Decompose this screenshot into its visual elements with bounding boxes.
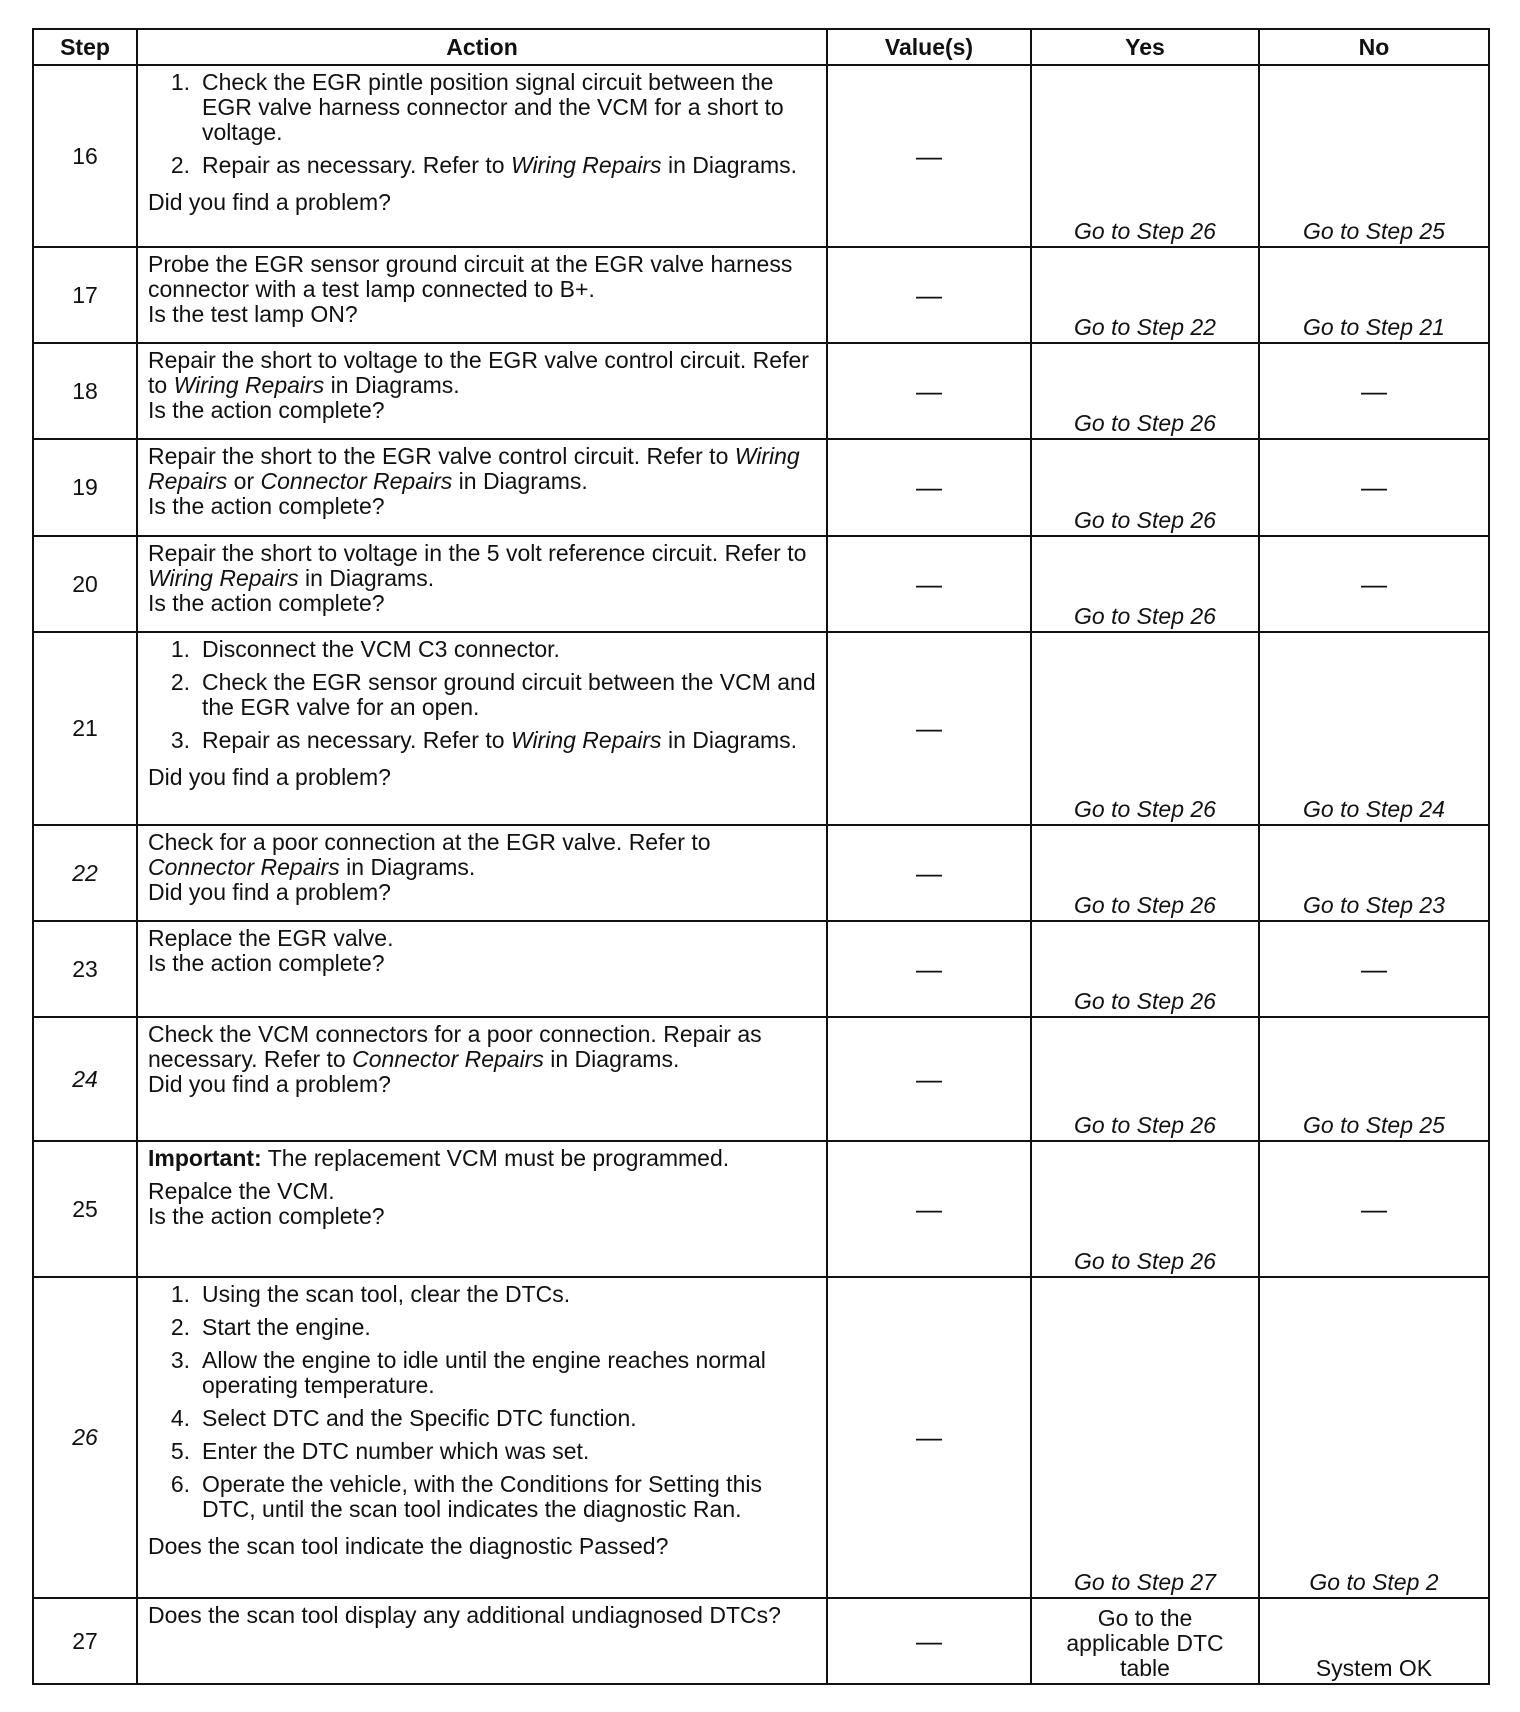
step-number: 27 bbox=[33, 1598, 137, 1684]
yes-result: Go to Step 26 bbox=[1031, 343, 1259, 439]
header-no: No bbox=[1259, 29, 1489, 65]
yes-result: Go to Step 22 bbox=[1031, 247, 1259, 343]
table-row bbox=[33, 921, 1489, 1017]
yes-result: Go to Step 26 bbox=[1031, 921, 1259, 1017]
step-number: 22 bbox=[33, 825, 137, 921]
action-question: Did you find a problem? bbox=[148, 879, 391, 905]
yes-result: Go to Step 26 bbox=[1031, 536, 1259, 632]
no-result: — bbox=[1259, 439, 1489, 536]
action-question: Is the action complete? bbox=[148, 590, 385, 616]
table-row bbox=[33, 343, 1489, 439]
header-row bbox=[33, 29, 1489, 65]
table-row bbox=[33, 536, 1489, 632]
action-question: Is the action complete? bbox=[148, 493, 385, 519]
step-number: 24 bbox=[33, 1017, 137, 1141]
no-result: Go to Step 25 bbox=[1259, 65, 1489, 247]
action-cell: Important: The replacement VCM must be programmed. Repalce the VCM. Is the action complete? bbox=[137, 1141, 827, 1277]
action-question: Did you find a problem? bbox=[148, 189, 391, 215]
header-values: Value(s) bbox=[827, 29, 1031, 65]
action-question: Is the action complete? bbox=[148, 1203, 385, 1229]
values-cell: — bbox=[827, 65, 1031, 247]
values-cell: — bbox=[827, 1141, 1031, 1277]
yes-result: Go to Step 26 bbox=[1031, 65, 1259, 247]
no-result: Go to Step 25 bbox=[1259, 1017, 1489, 1141]
no-result: Go to Step 2 bbox=[1259, 1277, 1489, 1598]
no-result: — bbox=[1259, 536, 1489, 632]
action-cell: Repair the short to the EGR valve control circuit. Refer to Wiring Repairs or Connector Repairs in Diagrams. Is the action complete? bbox=[137, 439, 827, 536]
table-row bbox=[33, 65, 1489, 247]
values-cell: — bbox=[827, 247, 1031, 343]
step-number: 21 bbox=[33, 632, 137, 825]
yes-result: Go to Step 26 bbox=[1031, 825, 1259, 921]
no-result: — bbox=[1259, 921, 1489, 1017]
yes-result: Go to Step 27 bbox=[1031, 1277, 1259, 1598]
action-question: Does the scan tool indicate the diagnostic Passed? bbox=[148, 1533, 669, 1559]
values-cell: — bbox=[827, 632, 1031, 825]
values-cell: — bbox=[827, 1017, 1031, 1141]
table-row bbox=[33, 825, 1489, 921]
no-result: Go to Step 23 bbox=[1259, 825, 1489, 921]
table-row bbox=[33, 439, 1489, 536]
values-cell: — bbox=[827, 1598, 1031, 1684]
step-number: 23 bbox=[33, 921, 137, 1017]
table-row bbox=[33, 1598, 1489, 1684]
action-cell: Replace the EGR valve. Is the action complete? bbox=[137, 921, 827, 1017]
values-cell: — bbox=[827, 825, 1031, 921]
table-row bbox=[33, 1141, 1489, 1277]
action-cell: Does the scan tool display any additional undiagnosed DTCs? bbox=[137, 1598, 827, 1684]
table-row bbox=[33, 1017, 1489, 1141]
action-question: Is the action complete? bbox=[148, 397, 385, 423]
step-number: 25 bbox=[33, 1141, 137, 1277]
yes-result: Go to Step 26 bbox=[1031, 1017, 1259, 1141]
action-question: Did you find a problem? bbox=[148, 764, 391, 790]
action-cell: Probe the EGR sensor ground circuit at the EGR valve harness connector with a test lamp connected to B+. Is the test lamp ON? bbox=[137, 247, 827, 343]
step-number: 19 bbox=[33, 439, 137, 536]
values-cell: — bbox=[827, 921, 1031, 1017]
step-number: 18 bbox=[33, 343, 137, 439]
action-cell: 1. Using the scan tool, clear the DTCs. 2. Start the engine. 3. Allow the engine to idle until the engine reaches normal operating temperature. 4. Select DTC and the Specific DTC function. 5. Enter the DTC number which was set. 6. Operate the vehicle, with the Conditions for Setting this DTC, until the scan tool indicates the diagnostic Ran. Does the scan tool indicate the diagnostic Passed? bbox=[137, 1277, 827, 1598]
table-row bbox=[33, 1277, 1489, 1598]
step-number: 17 bbox=[33, 247, 137, 343]
action-question: Is the test lamp ON? bbox=[148, 301, 358, 327]
no-result: — bbox=[1259, 343, 1489, 439]
step-number: 20 bbox=[33, 536, 137, 632]
yes-result: Go to Step 26 bbox=[1031, 632, 1259, 825]
action-cell: Repair the short to voltage in the 5 volt reference circuit. Refer to Wiring Repairs in Diagrams. Is the action complete? bbox=[137, 536, 827, 632]
values-cell: — bbox=[827, 343, 1031, 439]
action-cell: Check for a poor connection at the EGR valve. Refer to Connector Repairs in Diagrams. Did you find a problem? bbox=[137, 825, 827, 921]
yes-result: Go to the applicable DTC table bbox=[1031, 1598, 1259, 1684]
step-number: 26 bbox=[33, 1277, 137, 1598]
action-question: Did you find a problem? bbox=[148, 1071, 391, 1097]
important-label: Important: bbox=[148, 1145, 262, 1171]
action-cell: Check the VCM connectors for a poor connection. Repair as necessary. Refer to Connector Repairs in Diagrams. Did you find a problem? bbox=[137, 1017, 827, 1141]
values-cell: — bbox=[827, 1277, 1031, 1598]
action-cell: Repair the short to voltage to the EGR valve control circuit. Refer to Wiring Repairs in Diagrams. Is the action complete? bbox=[137, 343, 827, 439]
header-yes: Yes bbox=[1031, 29, 1259, 65]
action-cell: 1. Check the EGR pintle position signal circuit between the EGR valve harness connector and the VCM for a short to voltage. 2. Repair as necessary. Refer to Wiring Repairs in Diagrams. Did you find a problem? bbox=[137, 65, 827, 247]
no-result: Go to Step 21 bbox=[1259, 247, 1489, 343]
action-cell: 1. Disconnect the VCM C3 connector. 2. Check the EGR sensor ground circuit between the VCM and the EGR valve for an open. 3. Repair as necessary. Refer to Wiring Repairs in Diagrams. Did you find a problem? bbox=[137, 632, 827, 825]
yes-result: Go to Step 26 bbox=[1031, 439, 1259, 536]
no-result: — bbox=[1259, 1141, 1489, 1277]
action-question: Is the action complete? bbox=[148, 950, 385, 976]
step-number: 16 bbox=[33, 65, 137, 247]
table-row bbox=[33, 632, 1489, 825]
table-row bbox=[33, 247, 1489, 343]
no-result: System OK bbox=[1259, 1598, 1489, 1684]
values-cell: — bbox=[827, 439, 1031, 536]
header-action: Action bbox=[137, 29, 827, 65]
no-result: Go to Step 24 bbox=[1259, 632, 1489, 825]
yes-result: Go to Step 26 bbox=[1031, 1141, 1259, 1277]
diagnostic-table bbox=[32, 28, 1490, 1685]
header-step: Step bbox=[33, 29, 137, 65]
values-cell: — bbox=[827, 536, 1031, 632]
